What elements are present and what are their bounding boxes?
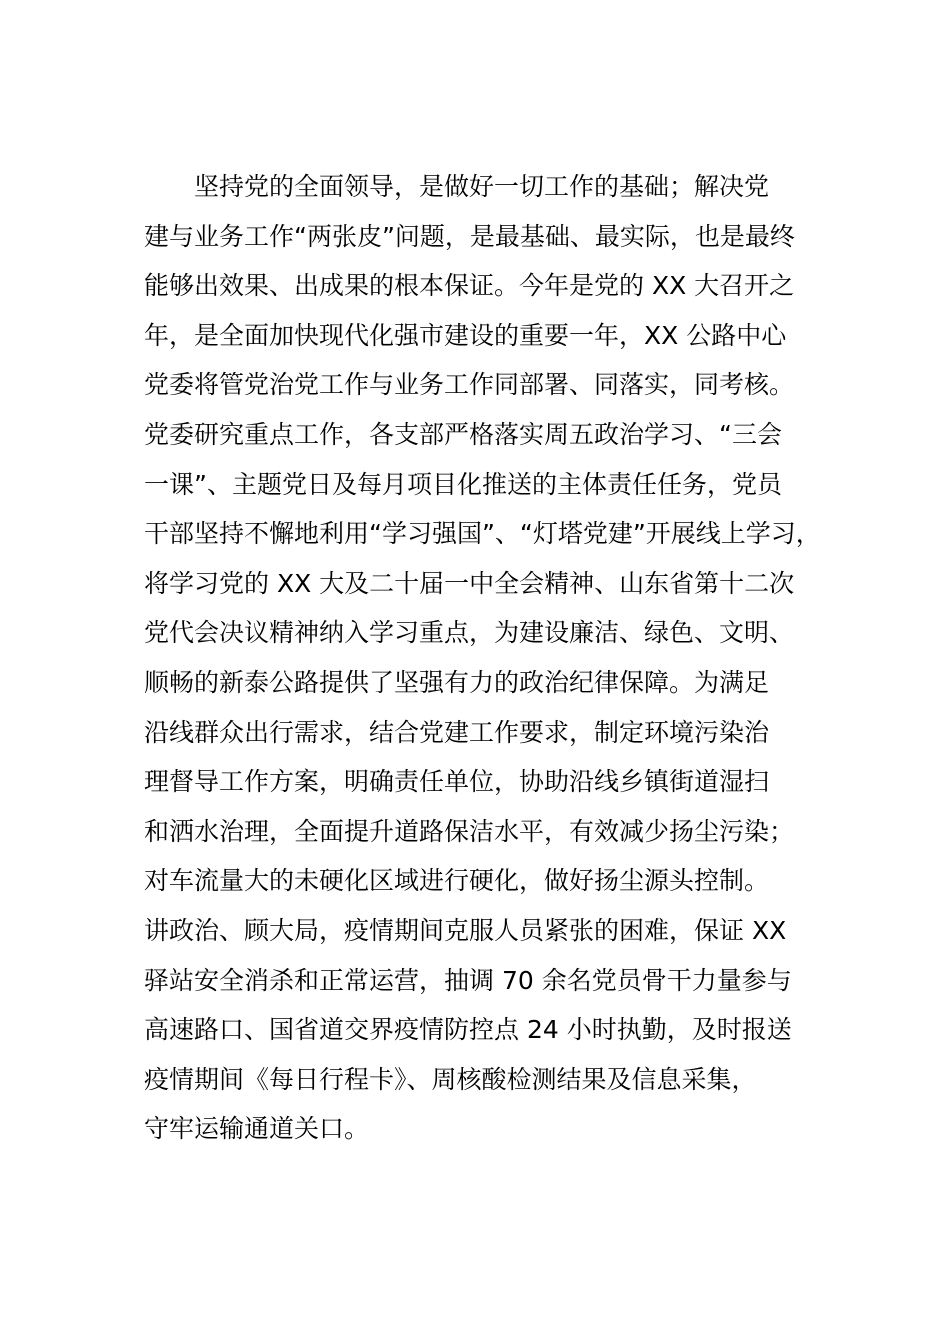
paragraph-line-10: 党代会决议精神纳入学习重点，为建设廉洁、绿色、文明、 [144, 618, 795, 648]
paragraph-line-8: 干部坚持不懈地利用“学习强国”、“灯塔党建”开展线上学习， [144, 519, 821, 549]
paragraph-line-7: 一课”、主题党日及每月项目化推送的主体责任任务，党员 [144, 469, 782, 499]
paragraph-line-2: 建与业务工作“两张皮”问题，是最基础、最实际，也是最终 [144, 221, 795, 251]
paragraph-line-15: 对车流量大的未硬化区域进行硬化，做好扬尘源头控制。 [144, 866, 770, 896]
paragraph-line-4: 年，是全面加快现代化强市建设的重要一年，XX 公路中心 [144, 320, 787, 350]
paragraph-line-6: 党委研究重点工作，各支部严格落实周五政治学习、“三会 [144, 419, 782, 449]
paragraph-line-14: 和洒水治理，全面提升道路保洁水平，有效减少扬尘污染； [144, 816, 795, 846]
paragraph-line-13: 理督导工作方案，明确责任单位，协助沿线乡镇街道湿扫 [144, 767, 770, 797]
paragraph-line-9: 将学习党的 XX 大及二十届一中全会精神、山东省第十二次 [144, 568, 795, 598]
paragraph-line-20: 守牢运输通道关口。 [144, 1114, 370, 1144]
paragraph-line-18: 高速路口、国省道交界疫情防控点 24 小时执勤，及时报送 [144, 1015, 792, 1045]
paragraph-line-5: 党委将管党治党工作与业务工作同部署、同落实，同考核。 [144, 370, 795, 400]
paragraph-line-11: 顺畅的新泰公路提供了坚强有力的政治纪律保障。为满足 [144, 667, 770, 697]
paragraph-line-1: 坚持党的全面领导，是做好一切工作的基础；解决党 [194, 172, 770, 201]
body-paragraph [144, 162, 844, 1154]
paragraph-line-12: 沿线群众出行需求，结合党建工作要求，制定环境污染治 [144, 717, 770, 747]
paragraph-line-19: 疫情期间《每日行程卡》、周核酸检测结果及信息采集， [144, 1064, 757, 1094]
paragraph-line-3: 能够出效果、出成果的根本保证。今年是党的 XX 大召开之 [144, 271, 795, 301]
paragraph-line-17: 驿站安全消杀和正常运营，抽调 70 余名党员骨干力量参与 [144, 965, 792, 995]
paragraph-line-16: 讲政治、顾大局，疫情期间克服人员紧张的困难，保证 XX [144, 915, 787, 945]
